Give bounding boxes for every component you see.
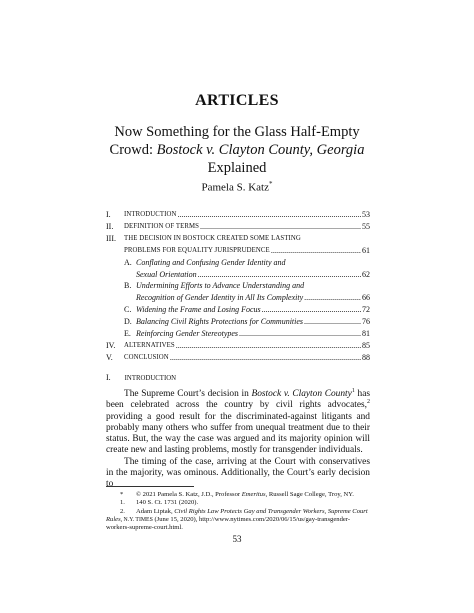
introduction-heading: I. INTRODUCTION [106,373,177,382]
title-line-2: Crowd: Bostock v. Clayton County, Georgia [109,142,365,158]
toc-entry-alternatives: IV. ALTERNATIVES ..... 85 [106,340,370,352]
toc-entry-b-line-2: Recognition of Gender Identity in All Its Complexity ..... 66 [106,292,370,304]
toc-entry-b-line-1: B. Undermining Efforts to Advance Understanding and [124,281,305,291]
toc-entry-c: C. Widening the Frame and Losing Focus ..... 72 [106,304,370,316]
toc-entry-decision-line-2: PROBLEMS FOR EQUALITY JURISPRUDENCE ..... 61 [106,245,370,257]
toc-entry-definitions: II. DEFINITION OF TERMS ..... 55 [106,221,370,233]
footnote-2-url[interactable]: (June 15, 2020), http://www.nytimes.com/2020/06/15/us/gay-transgender-workers-supreme-court.html. [106,515,351,532]
article-title [100,123,374,177]
author-byline [0,180,474,194]
article-body [106,389,370,491]
footnote-divider [106,486,194,487]
toc-entry-e: E. Reinforcing Gender Stereotypes ..... 81 [106,328,370,340]
author-name: Pamela S. Katz [201,181,269,194]
footnote-star: * © 2021 Pamela S. Katz, J.D., Professor Emeritus, Russell Sage College, Troy, NY. [120,491,354,498]
title-line-1: Now Something for the Glass Half-Empty [114,124,360,140]
paragraph-2: The timing of the case, arriving at the Court with conservatives in the majority, was ominous. Additionally, the Court’s early decision to [106,456,370,490]
author-footnote-mark: * [269,180,273,188]
footnotes [106,491,370,532]
toc-entry-conclusion: V. CONCLUSION ..... 88 [106,352,370,364]
paragraph-1: The Supreme Court’s decision in Bostock v. Clayton County$^1$ has been celebrated across the country by civil rights advocates,$^2$ providing a good result for the discriminated-against litigants and probably many others who suffer from unequal treatment due to their status. But, the way the case was argued and its majority opinion will create new and lasting problems, mostly for transgender individuals. [106,387,370,456]
table-of-contents [106,209,370,364]
toc-entry-a-line-1: A. Conflating and Confusing Gender Identity and [124,257,286,267]
footnote-ref-1[interactable]: 1 [351,387,355,394]
footnote-2: 2. Adam Liptak, Civil Rights Law Protects Gay and Transgender Workers, Supreme Court Rules, N.Y. TIMES (June 15, 2020), http://www.nytimes.com/2020/06/15/us/gay-transgender-workers-supreme-court.html. [106,507,368,532]
case-name: Bostock v. Clayton County, Georgia [156,142,365,158]
footnote-ref-2[interactable]: 2 [367,399,370,406]
footnote-1: 1. 140 S. Ct. 1731 (2020). [120,499,199,507]
toc-entry-decision-line-1: III. THE DECISION IN BOSTOCK CREATED SOME LASTING [106,233,301,243]
title-line-3: Explained [207,160,267,176]
toc-entry-introduction: I. INTRODUCTION ..... 53 [106,209,370,221]
toc-entry-a-line-2: Sexual Orientation ..... 62 [106,269,370,281]
toc-entry-d: D. Balancing Civil Rights Protections for Communities ..... 76 [106,316,370,328]
section-heading: ARTICLES [195,92,279,109]
page-number: 53 [232,534,242,544]
